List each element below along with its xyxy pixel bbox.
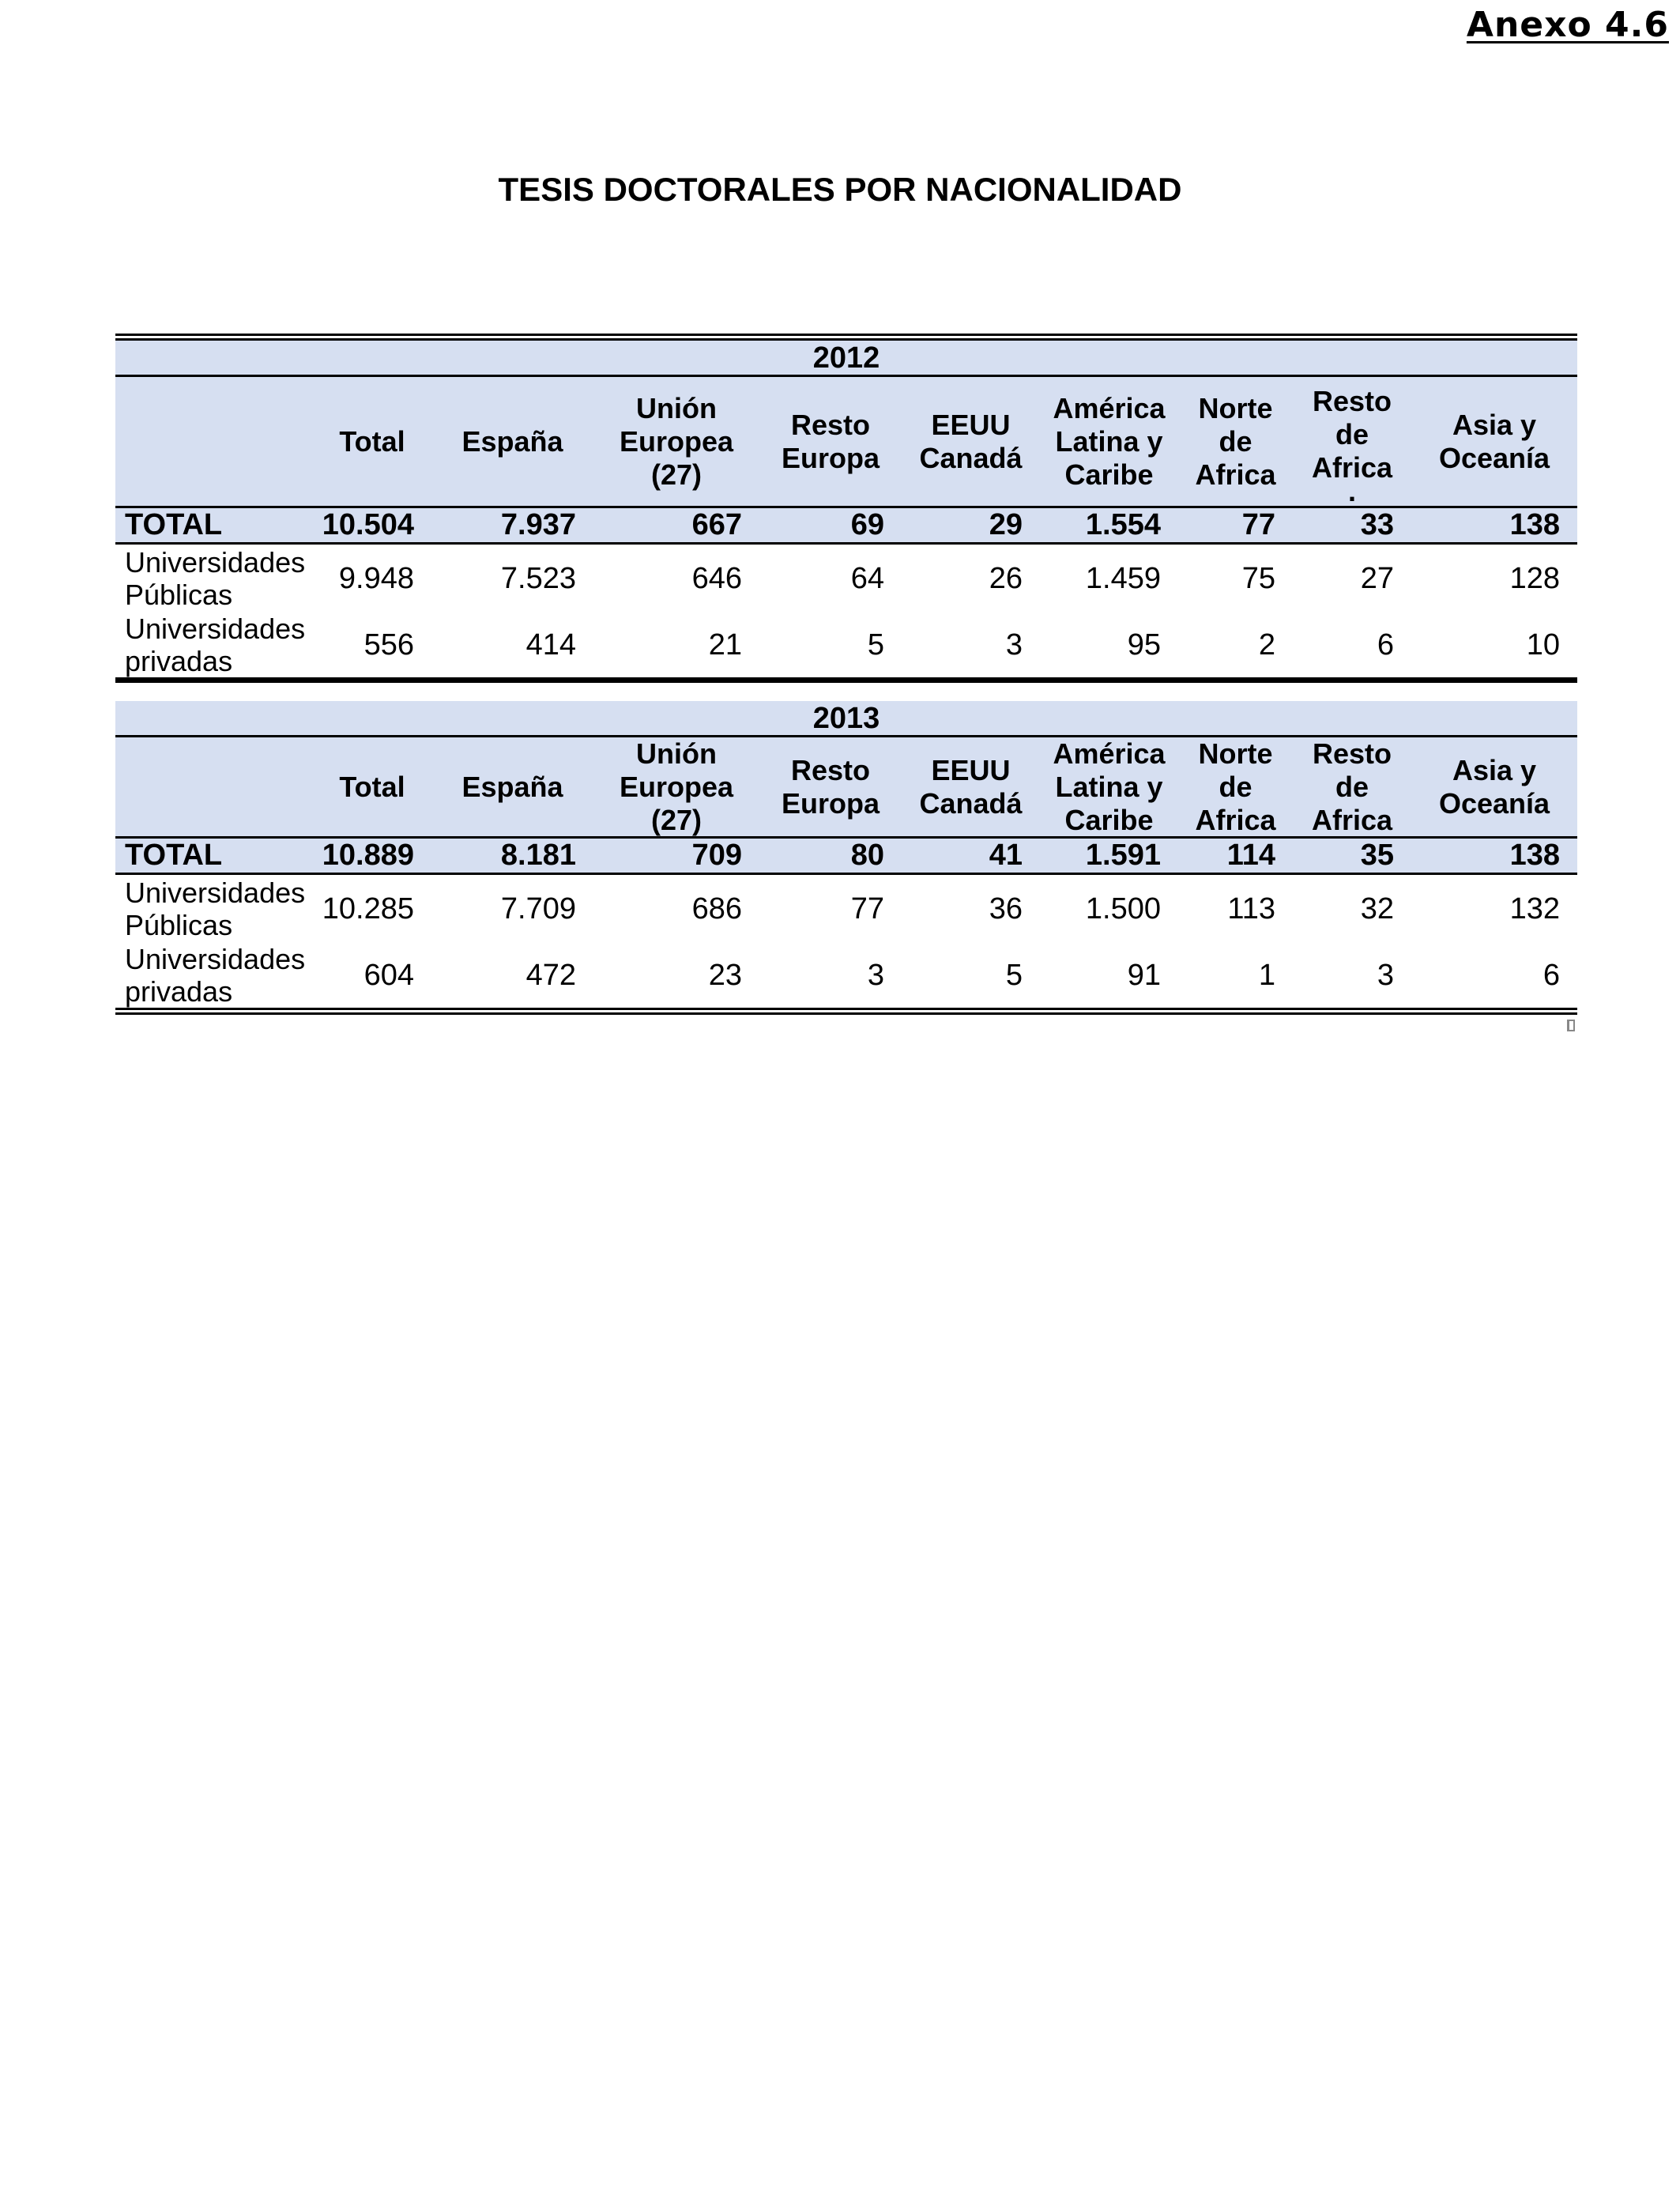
cell-union-europea: 23: [708, 958, 742, 992]
cell-norte-africa: 77: [1241, 508, 1275, 541]
header-norte-africa: Norte de Africa: [1195, 391, 1276, 491]
row-label: Universidades privadas: [125, 943, 306, 1008]
table-row: [115, 875, 1577, 943]
cell-eeuu-canada: 3: [1005, 628, 1023, 662]
bottom-double-rule: [115, 1008, 1577, 1015]
cell-norte-africa: 2: [1258, 628, 1275, 662]
cell-norte-africa: 75: [1241, 561, 1275, 595]
cell-america-latina: 1.554: [1085, 508, 1161, 541]
table-2012: [115, 334, 1577, 683]
year-heading: 2012: [115, 341, 1577, 377]
cell-resto-europa: 69: [850, 508, 884, 541]
annex-label: Anexo 4.6: [1466, 5, 1669, 45]
cell-resto-africa: 27: [1360, 561, 1394, 595]
header-resto-europa: Resto Europa: [781, 408, 880, 474]
cell-america-latina: 1.500: [1085, 892, 1161, 925]
table-row: [115, 613, 1577, 677]
cell-eeuu-canada: 5: [1005, 958, 1023, 992]
cell-asia-oceania: 128: [1509, 561, 1560, 595]
header-resto-africa: Resto de Africa .: [1311, 384, 1393, 507]
header-union-europea: Unión Europea (27): [619, 737, 734, 836]
header-total: Total: [339, 770, 405, 803]
cell-total: 556: [363, 628, 414, 662]
cell-total: 604: [363, 958, 414, 992]
cell-asia-oceania: 138: [1509, 839, 1560, 872]
cell-union-europea: 646: [691, 561, 742, 595]
cell-total: 10.889: [322, 839, 414, 872]
cell-espana: 7.709: [500, 892, 576, 925]
header-espana: España: [461, 424, 563, 458]
total-row: [115, 839, 1577, 875]
cell-espana: 7.937: [500, 508, 576, 541]
cell-resto-africa: 6: [1377, 628, 1394, 662]
cell-eeuu-canada: 29: [989, 508, 1023, 541]
header-america-latina: América Latina y Caribe: [1053, 391, 1166, 491]
header-norte-africa: Norte de Africa: [1195, 737, 1276, 836]
cell-norte-africa: 114: [1226, 839, 1275, 872]
cell-resto-africa: 32: [1360, 892, 1394, 925]
row-label: Universidades Públicas: [125, 876, 306, 941]
cell-resto-europa: 77: [850, 892, 884, 925]
total-row: [115, 508, 1577, 545]
cell-america-latina: 95: [1127, 628, 1161, 662]
crop-corner-icon: [1567, 1020, 1575, 1031]
header-america-latina: América Latina y Caribe: [1053, 737, 1166, 836]
cell-resto-africa: 33: [1360, 508, 1394, 541]
cell-espana: 8.181: [500, 839, 576, 872]
header-asia-oceania: Asia y Oceanía: [1438, 408, 1550, 474]
cell-eeuu-canada: 36: [989, 892, 1023, 925]
cell-america-latina: 91: [1127, 958, 1161, 992]
header-resto-europa: Resto Europa: [781, 753, 880, 820]
header-union-europea: Unión Europea (27): [619, 391, 734, 491]
cell-union-europea: 686: [691, 892, 742, 925]
cell-america-latina: 1.459: [1085, 561, 1161, 595]
row-label: Universidades privadas: [125, 613, 306, 677]
cell-eeuu-canada: 41: [989, 839, 1023, 872]
cell-total: 9.948: [338, 561, 414, 595]
top-double-rule: [115, 334, 1577, 341]
cell-resto-africa: 35: [1360, 839, 1394, 872]
header-asia-oceania: Asia y Oceanía: [1438, 753, 1550, 820]
cell-total: 10.504: [322, 508, 414, 541]
year-heading: 2013: [115, 701, 1577, 737]
cell-asia-oceania: 132: [1509, 892, 1560, 925]
cell-union-europea: 667: [691, 508, 742, 541]
cell-union-europea: 21: [708, 628, 742, 662]
column-header-row: [115, 377, 1577, 508]
cell-resto-europa: 3: [867, 958, 884, 992]
cell-resto-europa: 5: [867, 628, 884, 662]
row-label: Universidades Públicas: [125, 546, 306, 611]
table-2013: [115, 701, 1577, 1015]
column-header-row: [115, 737, 1577, 839]
cell-america-latina: 1.591: [1085, 839, 1161, 872]
cell-eeuu-canada: 26: [989, 561, 1023, 595]
cell-norte-africa: 1: [1258, 958, 1275, 992]
cell-espana: 7.523: [500, 561, 576, 595]
cell-asia-oceania: 10: [1526, 628, 1560, 662]
bottom-rule: [115, 677, 1577, 683]
cell-espana: 472: [525, 958, 576, 992]
page-title: TESIS DOCTORALES POR NACIONALIDAD: [498, 171, 1182, 208]
cell-resto-europa: 64: [850, 561, 884, 595]
cell-resto-africa: 3: [1377, 958, 1394, 992]
header-eeuu-canada: EEUU Canadá: [919, 753, 1023, 820]
table-row: [115, 943, 1577, 1008]
cell-norte-africa: 113: [1227, 892, 1275, 925]
cell-espana: 414: [525, 628, 576, 662]
header-total: Total: [339, 424, 405, 458]
cell-union-europea: 709: [691, 839, 742, 872]
header-eeuu-canada: EEUU Canadá: [919, 408, 1023, 474]
table-row: [115, 545, 1577, 613]
cell-resto-europa: 80: [850, 839, 884, 872]
cell-asia-oceania: 138: [1509, 508, 1560, 541]
row-label: TOTAL: [125, 508, 223, 541]
row-label: TOTAL: [125, 839, 223, 872]
header-resto-africa: Resto de Africa: [1311, 737, 1393, 836]
header-espana: España: [461, 770, 563, 803]
cell-asia-oceania: 6: [1543, 958, 1560, 992]
cell-total: 10.285: [322, 892, 414, 925]
